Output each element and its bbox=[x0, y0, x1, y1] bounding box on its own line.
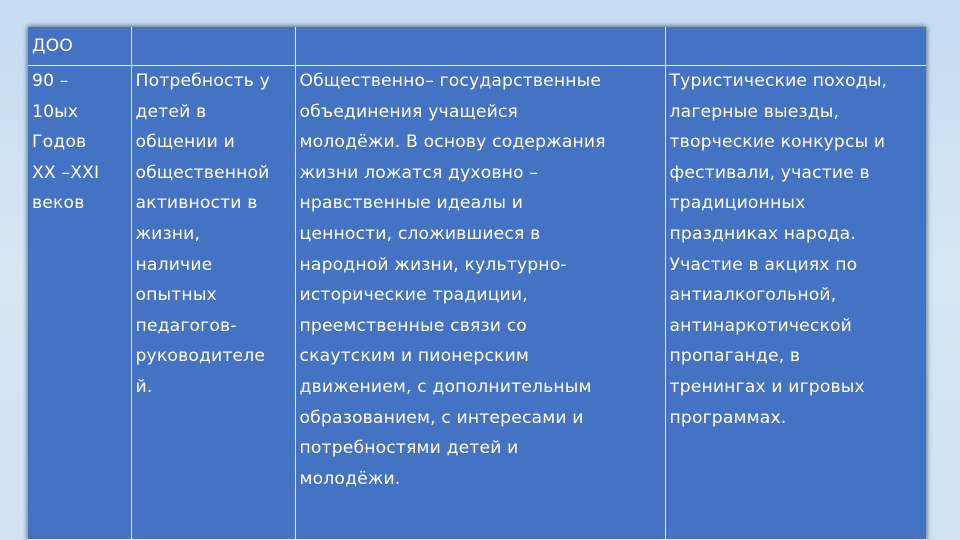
cell-content: Общественно– государственные объединения учащейся молодёжи. В основу содержания жизни ложатся духовно – нравственные идеалы и ценности, сложившиеся в народной жизни, культурно- исторические традиции, преемственные связи со скаутским и пионерским движением, с дополнительным образованием, с интересами и потребностями детей и молодёжи. bbox=[295, 66, 665, 540]
header-cell-2 bbox=[131, 27, 295, 66]
cell-needs: Потребность у детей в общении и общественной активности в жизни, наличие опытных педагогов- руководителе й. bbox=[131, 66, 295, 540]
cell-forms: Туристические походы, лагерные выезды, творческие конкурсы и фестивали, участие в традиционных праздниках народа. Участие в акциях по антиалкогольной, антинаркотической пропаганде, в тренингах и игровых программах. bbox=[665, 66, 926, 540]
table-row bbox=[28, 66, 926, 540]
header-cell-doo: ДОО bbox=[28, 27, 131, 66]
slide-table-frame bbox=[28, 27, 926, 540]
header-cell-3 bbox=[295, 27, 665, 66]
header-cell-4 bbox=[665, 27, 926, 66]
cell-period: 90 – 10ых Годов XX –XXI веков bbox=[28, 66, 131, 540]
table-header-row bbox=[28, 27, 926, 66]
history-table bbox=[28, 27, 926, 540]
